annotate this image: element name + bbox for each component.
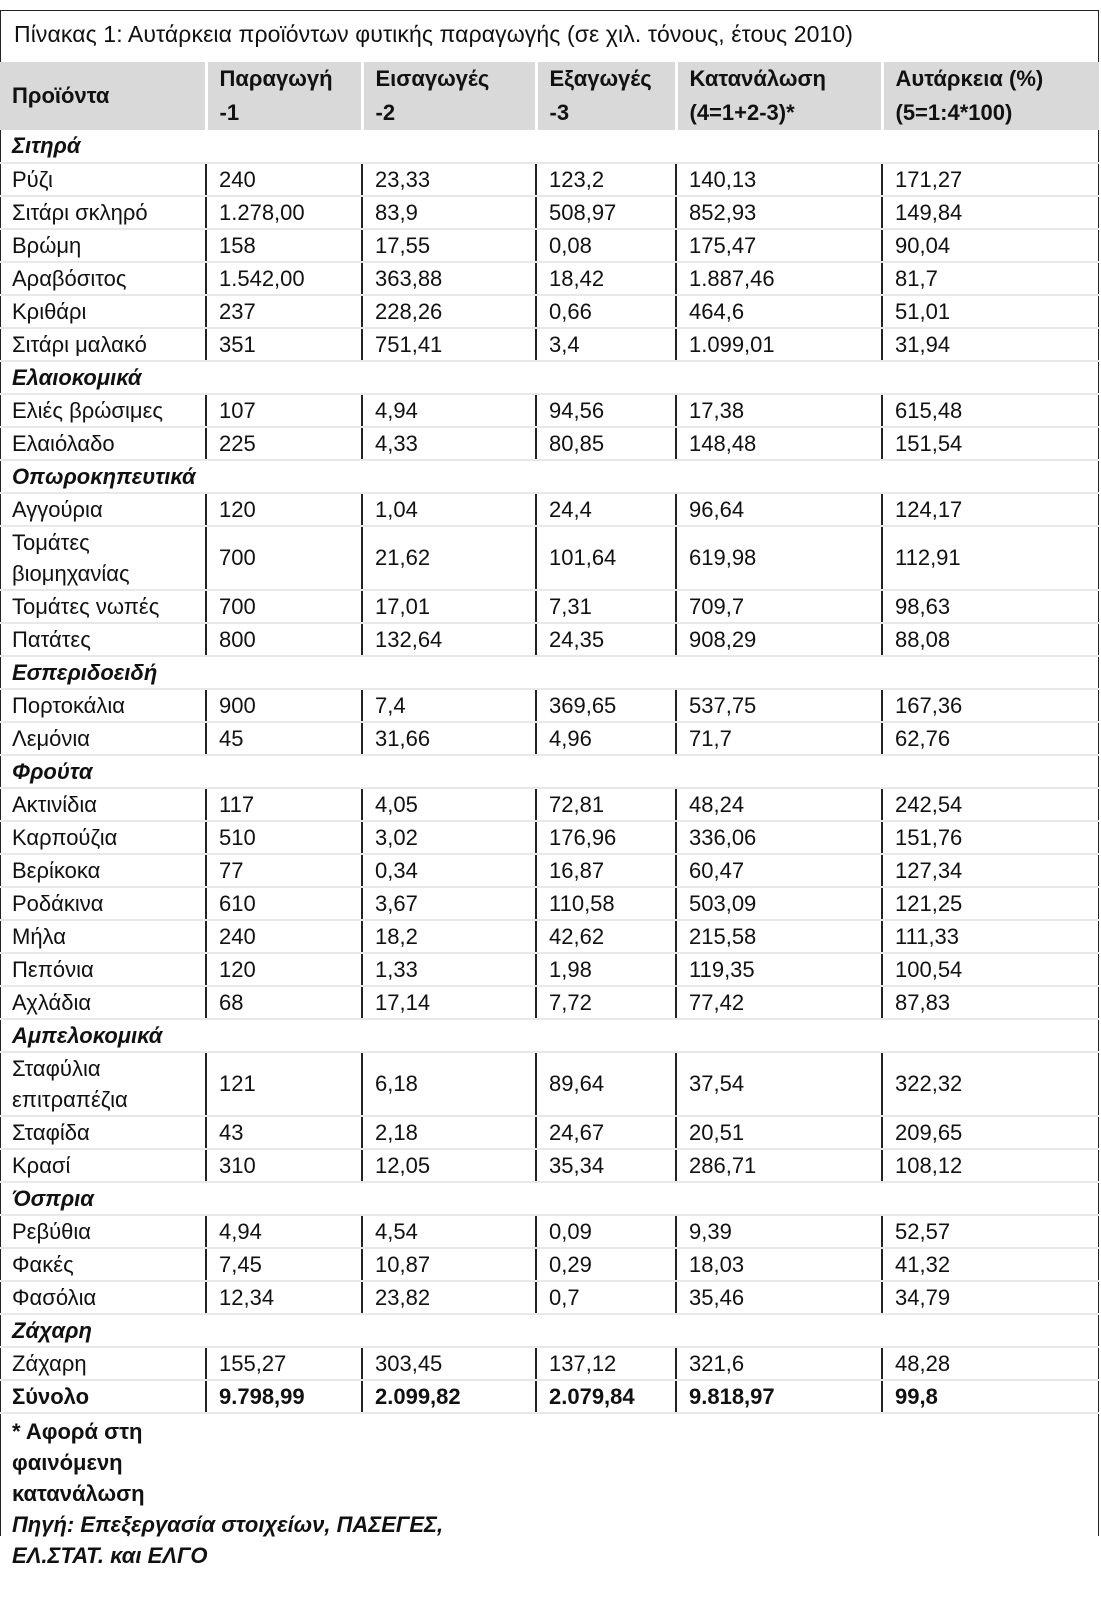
- product-name-cell: Καρπούζια: [0, 821, 206, 854]
- product-name-cell: Βρώμη: [0, 229, 206, 262]
- product-name-cell: Φακές: [0, 1248, 206, 1281]
- product-name-cell: Σταφίδα: [0, 1116, 206, 1149]
- value-cell: 83,9: [362, 196, 536, 229]
- value-cell: 77,42: [676, 986, 882, 1019]
- value-cell: 503,09: [676, 887, 882, 920]
- value-cell: 24,67: [536, 1116, 676, 1149]
- source-row: [0, 1509, 1099, 1571]
- table-title: Πίνακας 1: Αυτάρκεια προϊόντων φυτικής παραγωγής (σε χιλ. τόνους, έτους 2010): [14, 21, 854, 47]
- table-row: [0, 427, 1099, 460]
- value-cell: 0,09: [536, 1215, 676, 1248]
- category-label: Ζάχαρη: [0, 1314, 1099, 1347]
- value-cell: 610: [206, 887, 362, 920]
- product-name-cell: Ελιές βρώσιμες: [0, 394, 206, 427]
- table-row: [0, 953, 1099, 986]
- product-name-cell: Πατάτες: [0, 623, 206, 656]
- value-cell: 31,66: [362, 722, 536, 755]
- value-cell: 1.278,00: [206, 196, 362, 229]
- value-cell: 155,27: [206, 1347, 362, 1380]
- header-exports: Εξαγωγές: [536, 62, 676, 96]
- table-row: [0, 986, 1099, 1019]
- header-imports-formula: -2: [362, 96, 536, 130]
- self-sufficiency-table: [0, 62, 1099, 1571]
- table-row: [0, 887, 1099, 920]
- value-cell: 100,54: [882, 953, 1099, 986]
- value-cell: 87,83: [882, 986, 1099, 1019]
- value-cell: 3,67: [362, 887, 536, 920]
- value-cell: 94,56: [536, 394, 676, 427]
- value-cell: 60,47: [676, 854, 882, 887]
- value-cell: 81,7: [882, 262, 1099, 295]
- product-name-cell: Σιτάρι μαλακό: [0, 328, 206, 361]
- source-note: Πηγή: Επεξεργασία στοιχείων, ΠΑΣΕΓΕΣ, ΕΛ.ΣΤΑΤ. και ΕΛΓΟ: [12, 1512, 444, 1568]
- value-cell: 42,62: [536, 920, 676, 953]
- value-cell: 12,34: [206, 1281, 362, 1314]
- value-cell: 1,04: [362, 493, 536, 526]
- value-cell: 0,29: [536, 1248, 676, 1281]
- header-production-formula: -1: [206, 96, 362, 130]
- table-row: [0, 1052, 1099, 1116]
- category-label: Σιτηρά: [0, 130, 1099, 163]
- value-cell: 88,08: [882, 623, 1099, 656]
- value-cell: 240: [206, 920, 362, 953]
- source-spacer: [536, 1509, 1099, 1571]
- value-cell: 117: [206, 788, 362, 821]
- value-cell: 175,47: [676, 229, 882, 262]
- value-cell: 108,12: [882, 1149, 1099, 1182]
- product-name-cell: Σιτάρι σκληρό: [0, 196, 206, 229]
- value-cell: 52,57: [882, 1215, 1099, 1248]
- value-cell: 1,98: [536, 953, 676, 986]
- product-name-cell: Αγγούρια: [0, 493, 206, 526]
- value-cell: 17,38: [676, 394, 882, 427]
- value-cell: 0,08: [536, 229, 676, 262]
- value-cell: 34,79: [882, 1281, 1099, 1314]
- table-row: [0, 1215, 1099, 1248]
- product-name-cell: Κρασί: [0, 1149, 206, 1182]
- table-row: [0, 920, 1099, 953]
- value-cell: 3,02: [362, 821, 536, 854]
- header-consumption-formula: (4=1+2-3)*: [676, 96, 882, 130]
- value-cell: 35,46: [676, 1281, 882, 1314]
- product-name-cell: Φασόλια: [0, 1281, 206, 1314]
- total-value-cell: 9.818,97: [676, 1380, 882, 1413]
- value-cell: 321,6: [676, 1347, 882, 1380]
- value-cell: 176,96: [536, 821, 676, 854]
- value-cell: 508,97: [536, 196, 676, 229]
- value-cell: 700: [206, 590, 362, 623]
- table-row: [0, 163, 1099, 196]
- value-cell: 171,27: [882, 163, 1099, 196]
- value-cell: 3,4: [536, 328, 676, 361]
- value-cell: 119,35: [676, 953, 882, 986]
- table-row: [0, 854, 1099, 887]
- table-row: [0, 295, 1099, 328]
- table-row: [0, 821, 1099, 854]
- product-name-cell: Ρεβύθια: [0, 1215, 206, 1248]
- value-cell: 2,18: [362, 1116, 536, 1149]
- value-cell: 62,76: [882, 722, 1099, 755]
- product-name-cell: Σταφύλια επιτραπέζια: [0, 1052, 206, 1116]
- value-cell: 700: [206, 526, 362, 590]
- value-cell: 51,01: [882, 295, 1099, 328]
- value-cell: 908,29: [676, 623, 882, 656]
- product-name-cell: Ελαιόλαδο: [0, 427, 206, 460]
- value-cell: 363,88: [362, 262, 536, 295]
- value-cell: 72,81: [536, 788, 676, 821]
- value-cell: 90,04: [882, 229, 1099, 262]
- value-cell: 120: [206, 493, 362, 526]
- value-cell: 16,87: [536, 854, 676, 887]
- product-name-cell: Πορτοκάλια: [0, 689, 206, 722]
- value-cell: 110,58: [536, 887, 676, 920]
- value-cell: 24,35: [536, 623, 676, 656]
- value-cell: 900: [206, 689, 362, 722]
- value-cell: 10,87: [362, 1248, 536, 1281]
- product-name-cell: Βερίκοκα: [0, 854, 206, 887]
- value-cell: 336,06: [676, 821, 882, 854]
- value-cell: 0,34: [362, 854, 536, 887]
- value-cell: 4,94: [206, 1215, 362, 1248]
- table-row: [0, 196, 1099, 229]
- value-cell: 351: [206, 328, 362, 361]
- product-name-cell: Αραβόσιτος: [0, 262, 206, 295]
- value-cell: 4,05: [362, 788, 536, 821]
- value-cell: 17,14: [362, 986, 536, 1019]
- total-value-cell: 99,8: [882, 1380, 1099, 1413]
- table-row: [0, 229, 1099, 262]
- value-cell: 151,54: [882, 427, 1099, 460]
- value-cell: 7,4: [362, 689, 536, 722]
- value-cell: 12,05: [362, 1149, 536, 1182]
- value-cell: 800: [206, 623, 362, 656]
- value-cell: 120: [206, 953, 362, 986]
- header-self-sufficiency: Αυτάρκεια (%): [882, 62, 1099, 96]
- value-cell: 80,85: [536, 427, 676, 460]
- product-name-cell: Μήλα: [0, 920, 206, 953]
- total-label: Σύνολο: [0, 1380, 206, 1413]
- value-cell: 4,94: [362, 394, 536, 427]
- category-row: [0, 130, 1099, 163]
- table-row: [0, 526, 1099, 590]
- total-value-cell: 2.079,84: [536, 1380, 676, 1413]
- value-cell: 322,32: [882, 1052, 1099, 1116]
- category-row: [0, 361, 1099, 394]
- value-cell: 98,63: [882, 590, 1099, 623]
- value-cell: 6,18: [362, 1052, 536, 1116]
- header-product: Προϊόντα: [0, 62, 206, 130]
- product-name-cell: Ακτινίδια: [0, 788, 206, 821]
- value-cell: 215,58: [676, 920, 882, 953]
- value-cell: 225: [206, 427, 362, 460]
- product-name-cell: Ρύζι: [0, 163, 206, 196]
- table-title-box: [0, 10, 1099, 62]
- table-row: [0, 590, 1099, 623]
- value-cell: 237: [206, 295, 362, 328]
- value-cell: 369,65: [536, 689, 676, 722]
- table-body: [0, 130, 1099, 1571]
- category-label: Ελαιοκομικά: [0, 361, 1099, 394]
- product-name-cell: Αχλάδια: [0, 986, 206, 1019]
- product-name-cell: Πεπόνια: [0, 953, 206, 986]
- table-row: [0, 689, 1099, 722]
- value-cell: 121: [206, 1052, 362, 1116]
- total-value-cell: 9.798,99: [206, 1380, 362, 1413]
- value-cell: 7,31: [536, 590, 676, 623]
- value-cell: 537,75: [676, 689, 882, 722]
- value-cell: 96,64: [676, 493, 882, 526]
- value-cell: 4,96: [536, 722, 676, 755]
- value-cell: 77: [206, 854, 362, 887]
- value-cell: 1.542,00: [206, 262, 362, 295]
- category-row: [0, 755, 1099, 788]
- value-cell: 303,45: [362, 1347, 536, 1380]
- table-row: [0, 1149, 1099, 1182]
- category-label: Όσπρια: [0, 1182, 1099, 1215]
- table-row: [0, 1116, 1099, 1149]
- value-cell: 709,7: [676, 590, 882, 623]
- product-name-cell: Λεμόνια: [0, 722, 206, 755]
- value-cell: 18,03: [676, 1248, 882, 1281]
- product-name-cell: Ροδάκινα: [0, 887, 206, 920]
- value-cell: 48,24: [676, 788, 882, 821]
- value-cell: 20,51: [676, 1116, 882, 1149]
- category-label: Οπωροκηπευτικά: [0, 460, 1099, 493]
- value-cell: 71,7: [676, 722, 882, 755]
- header-consumption: Κατανάλωση: [676, 62, 882, 96]
- category-label: Εσπεριδοειδή: [0, 656, 1099, 689]
- value-cell: 1.099,01: [676, 328, 882, 361]
- category-row: [0, 656, 1099, 689]
- value-cell: 9,39: [676, 1215, 882, 1248]
- value-cell: 148,48: [676, 427, 882, 460]
- table-row: [0, 722, 1099, 755]
- product-name-cell: Τομάτες νωπές: [0, 590, 206, 623]
- header-self-sufficiency-formula: (5=1:4*100): [882, 96, 1099, 130]
- value-cell: 112,91: [882, 526, 1099, 590]
- table-row: [0, 623, 1099, 656]
- product-name-cell: Ζάχαρη: [0, 1347, 206, 1380]
- table-row: [0, 1347, 1099, 1380]
- value-cell: 7,45: [206, 1248, 362, 1281]
- value-cell: 111,33: [882, 920, 1099, 953]
- category-row: [0, 460, 1099, 493]
- value-cell: 4,54: [362, 1215, 536, 1248]
- value-cell: 31,94: [882, 328, 1099, 361]
- product-name-cell: Τομάτες βιομηχανίας: [0, 526, 206, 590]
- value-cell: 4,33: [362, 427, 536, 460]
- value-cell: 1.887,46: [676, 262, 882, 295]
- value-cell: 140,13: [676, 163, 882, 196]
- value-cell: 107: [206, 394, 362, 427]
- value-cell: 751,41: [362, 328, 536, 361]
- total-value-cell: 2.099,82: [362, 1380, 536, 1413]
- footnote: * Αφορά στη φαινόμενη κατανάλωση: [12, 1419, 145, 1506]
- value-cell: 7,72: [536, 986, 676, 1019]
- value-cell: 48,28: [882, 1347, 1099, 1380]
- value-cell: 0,7: [536, 1281, 676, 1314]
- table-row: [0, 1248, 1099, 1281]
- table-row: [0, 262, 1099, 295]
- category-label: Φρούτα: [0, 755, 1099, 788]
- value-cell: 21,62: [362, 526, 536, 590]
- value-cell: 240: [206, 163, 362, 196]
- header-row-names: [0, 62, 1099, 96]
- value-cell: 35,34: [536, 1149, 676, 1182]
- table-row: [0, 394, 1099, 427]
- category-row: [0, 1182, 1099, 1215]
- footnote-row: [0, 1413, 1099, 1509]
- table-row: [0, 328, 1099, 361]
- value-cell: 24,4: [536, 493, 676, 526]
- value-cell: 619,98: [676, 526, 882, 590]
- header-exports-formula: -3: [536, 96, 676, 130]
- value-cell: 37,54: [676, 1052, 882, 1116]
- table-header: [0, 62, 1099, 130]
- product-name-cell: Κριθάρι: [0, 295, 206, 328]
- value-cell: 510: [206, 821, 362, 854]
- value-cell: 89,64: [536, 1052, 676, 1116]
- value-cell: 17,55: [362, 229, 536, 262]
- value-cell: 149,84: [882, 196, 1099, 229]
- value-cell: 127,34: [882, 854, 1099, 887]
- value-cell: 852,93: [676, 196, 882, 229]
- header-imports: Εισαγωγές: [362, 62, 536, 96]
- value-cell: 464,6: [676, 295, 882, 328]
- value-cell: 228,26: [362, 295, 536, 328]
- value-cell: 167,36: [882, 689, 1099, 722]
- table-row: [0, 788, 1099, 821]
- footnote-spacer: [206, 1413, 1099, 1509]
- value-cell: 151,76: [882, 821, 1099, 854]
- value-cell: 615,48: [882, 394, 1099, 427]
- value-cell: 41,32: [882, 1248, 1099, 1281]
- table-row: [0, 493, 1099, 526]
- value-cell: 23,33: [362, 163, 536, 196]
- value-cell: 209,65: [882, 1116, 1099, 1149]
- value-cell: 45: [206, 722, 362, 755]
- category-row: [0, 1314, 1099, 1347]
- value-cell: 18,42: [536, 262, 676, 295]
- value-cell: 101,64: [536, 526, 676, 590]
- table-row: [0, 1281, 1099, 1314]
- value-cell: 18,2: [362, 920, 536, 953]
- header-production: Παραγωγή: [206, 62, 362, 96]
- value-cell: 242,54: [882, 788, 1099, 821]
- value-cell: 43: [206, 1116, 362, 1149]
- category-label: Αμπελοκομικά: [0, 1019, 1099, 1052]
- value-cell: 0,66: [536, 295, 676, 328]
- category-row: [0, 1019, 1099, 1052]
- value-cell: 158: [206, 229, 362, 262]
- value-cell: 68: [206, 986, 362, 1019]
- value-cell: 132,64: [362, 623, 536, 656]
- value-cell: 137,12: [536, 1347, 676, 1380]
- value-cell: 286,71: [676, 1149, 882, 1182]
- total-row: [0, 1380, 1099, 1413]
- value-cell: 124,17: [882, 493, 1099, 526]
- value-cell: 121,25: [882, 887, 1099, 920]
- value-cell: 1,33: [362, 953, 536, 986]
- value-cell: 123,2: [536, 163, 676, 196]
- value-cell: 23,82: [362, 1281, 536, 1314]
- value-cell: 17,01: [362, 590, 536, 623]
- value-cell: 310: [206, 1149, 362, 1182]
